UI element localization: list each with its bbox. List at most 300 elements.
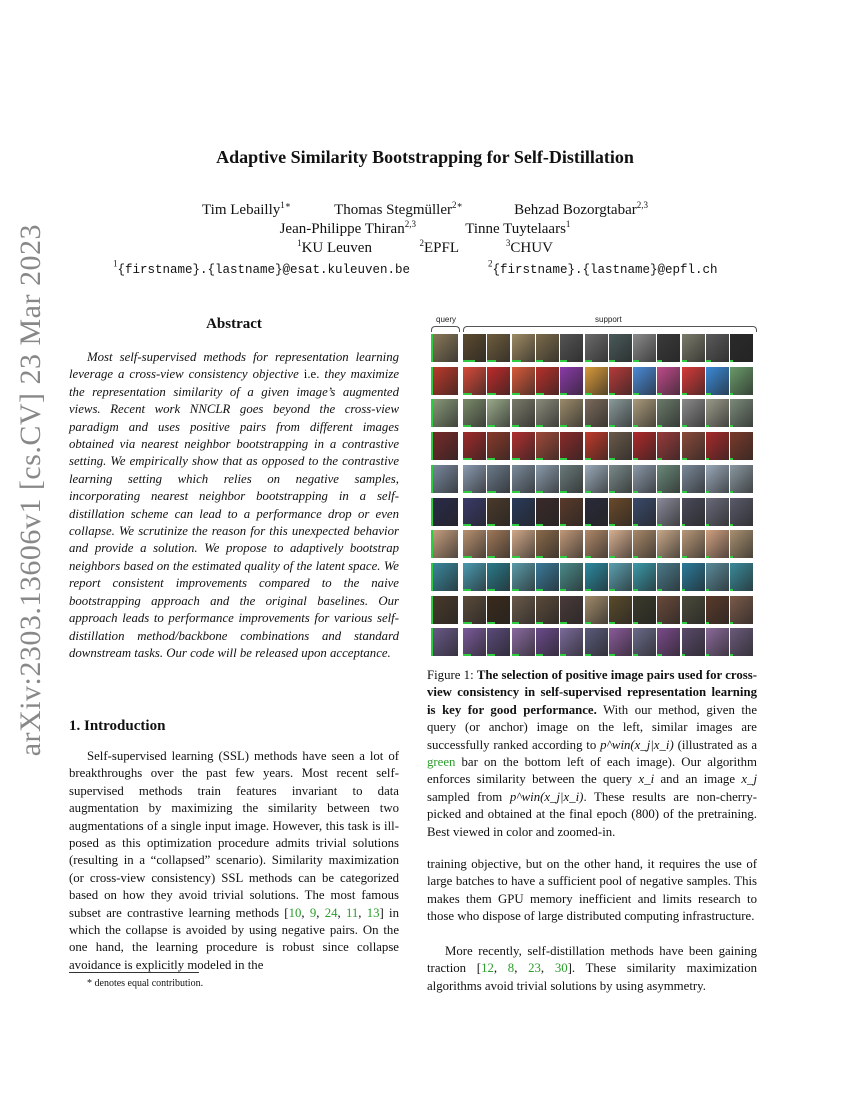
citation-link[interactable]: 24 <box>324 905 338 920</box>
support-image-bird <box>609 399 632 427</box>
support-image-thistle <box>512 628 535 656</box>
support-image-umbrella <box>463 367 486 395</box>
support-image-umbrella <box>609 367 632 395</box>
query-image-umbrella <box>431 367 458 395</box>
similarity-bar <box>633 458 638 460</box>
similarity-bar <box>431 530 433 558</box>
similarity-bar <box>682 458 687 460</box>
support-image-cat <box>585 596 608 624</box>
similarity-bar <box>463 360 475 362</box>
support-image-corridor <box>706 334 729 362</box>
similarity-bar <box>706 425 709 427</box>
query-bracket <box>431 326 460 332</box>
similarity-bar <box>512 589 519 591</box>
similarity-bar <box>730 556 733 558</box>
support-image-stonehenge <box>706 465 729 493</box>
similarity-bar <box>609 622 615 624</box>
support-image-firetruck <box>657 498 680 526</box>
email-1[interactable]: $^1${firstname}.{lastname}@esat.kuleuven.be <box>113 258 411 277</box>
author-2: Thomas Stegmüller <box>334 202 452 218</box>
query-image-firetruck <box>431 498 458 526</box>
support-image-umbrella <box>585 367 608 395</box>
support-image-thistle <box>609 628 632 656</box>
support-image-stonehenge <box>512 465 535 493</box>
similarity-bar <box>609 393 615 395</box>
similarity-bar <box>536 458 543 460</box>
support-image-snorkel <box>560 563 583 591</box>
similarity-bar <box>560 556 567 558</box>
similarity-bar <box>633 524 638 526</box>
similarity-bar <box>609 654 615 656</box>
green-word: green <box>427 755 456 770</box>
similarity-bar <box>682 589 685 591</box>
support-image-cat <box>487 596 510 624</box>
similarity-bar <box>536 556 543 558</box>
similarity-bar <box>560 458 567 460</box>
support-image-firetruck <box>633 498 656 526</box>
support-image-corridor <box>609 334 632 362</box>
similarity-bar <box>431 334 433 362</box>
similarity-bar <box>560 654 566 656</box>
similarity-bar <box>431 596 433 624</box>
support-image-cat <box>706 596 729 624</box>
support-image-cowboy <box>730 530 753 558</box>
support-bracket <box>463 326 757 332</box>
similarity-bar <box>657 589 662 591</box>
citation-link[interactable]: 10 <box>288 905 302 920</box>
similarity-bar <box>431 563 433 591</box>
support-image-phonebooth <box>560 432 583 460</box>
similarity-bar <box>487 393 496 395</box>
support-image-corridor <box>657 334 680 362</box>
support-image-umbrella <box>536 367 559 395</box>
similarity-bar <box>487 654 495 656</box>
support-image-firetruck <box>609 498 632 526</box>
similarity-bar <box>431 628 433 656</box>
support-image-bird <box>730 399 753 427</box>
similarity-bar <box>706 556 709 558</box>
similarity-bar <box>463 589 471 591</box>
arxiv-id: arXiv:2303.13606v1 [cs.CV] 23 Mar 2023 <box>14 223 47 757</box>
support-image-firetruck <box>512 498 535 526</box>
support-image-phonebooth <box>633 432 656 460</box>
similarity-bar <box>633 556 638 558</box>
support-image-thistle <box>585 628 608 656</box>
similarity-bar <box>633 654 638 656</box>
support-image-snorkel <box>706 563 729 591</box>
support-image-cowboy <box>657 530 680 558</box>
similarity-bar <box>512 458 520 460</box>
abstract-heading: Abstract <box>206 316 262 332</box>
support-image-stonehenge <box>609 465 632 493</box>
similarity-bar <box>657 622 662 624</box>
similarity-bar <box>682 654 685 656</box>
support-image-cowboy <box>633 530 656 558</box>
support-image-firetruck <box>536 498 559 526</box>
similarity-bar <box>706 524 709 526</box>
support-image-phonebooth <box>730 432 753 460</box>
support-image-umbrella <box>512 367 535 395</box>
similarity-bar <box>536 393 544 395</box>
similarity-bar <box>560 589 566 591</box>
support-image-umbrella <box>730 367 753 395</box>
similarity-bar <box>585 524 591 526</box>
similarity-bar <box>682 556 687 558</box>
similarity-bar <box>585 622 591 624</box>
similarity-bar <box>512 524 519 526</box>
support-image-corridor <box>487 334 510 362</box>
support-image-stonehenge <box>585 465 608 493</box>
similarity-bar <box>609 425 615 427</box>
similarity-bar <box>633 491 638 493</box>
support-image-cowboy <box>585 530 608 558</box>
support-image-corridor <box>536 334 559 362</box>
authors-line-1: Tim Lebailly$^{1∗}$ Thomas Stegmüller$^{2∗}$ Behzad Bozorgtabar$^{2,3}$ <box>202 200 648 218</box>
support-image-bird <box>657 399 680 427</box>
footnote: * denotes equal contribution. <box>87 978 204 989</box>
similarity-bar <box>730 393 733 395</box>
section-heading-introduction: 1. Introduction <box>69 718 166 734</box>
similarity-bar <box>463 556 472 558</box>
similarity-bar <box>609 458 615 460</box>
support-image-bird <box>560 399 583 427</box>
similarity-bar <box>512 654 519 656</box>
support-image-phonebooth <box>536 432 559 460</box>
citation-link[interactable]: 9 <box>309 905 317 920</box>
support-image-phonebooth <box>463 432 486 460</box>
support-image-snorkel <box>536 563 559 591</box>
similarity-bar <box>487 425 495 427</box>
similarity-bar <box>730 458 733 460</box>
similarity-bar <box>609 491 615 493</box>
similarity-bar <box>560 360 567 362</box>
formula: p^win(x_j|x_i) <box>600 737 674 752</box>
affiliation-3: CHUV <box>510 240 553 256</box>
support-image-cowboy <box>463 530 486 558</box>
similarity-bar <box>560 524 566 526</box>
support-image-snorkel <box>730 563 753 591</box>
similarity-bar <box>585 393 592 395</box>
support-image-umbrella <box>560 367 583 395</box>
similarity-bar <box>633 622 638 624</box>
similarity-bar <box>657 654 662 656</box>
similarity-bar <box>536 654 543 656</box>
support-image-bird <box>463 399 486 427</box>
similarity-bar <box>463 491 472 493</box>
similarity-bar <box>560 393 567 395</box>
figure-caption: Figure 1: The selection of positive image pairs used for cross-view consistency in self-supervised representation learning is key for good performance. With our method, given the query (or anchor) image on the left, similar images are successfully ranked according to p^win(x_j|x_i) (illustrated as a green bar on the bottom left of each image). Our algorithm enforces similarity between the query x_i and an image x_j sampled from p^win(x_j|x_i). These results are non-cherry-picked and obtained at the final epoch (800) of the pretraining. Best viewed in color and zoomed-in. <box>427 668 758 839</box>
support-image-snorkel <box>633 563 656 591</box>
support-image-snorkel <box>487 563 510 591</box>
support-image-bird <box>633 399 656 427</box>
similarity-bar <box>609 556 615 558</box>
similarity-bar <box>487 622 495 624</box>
similarity-bar <box>431 367 433 395</box>
support-image-phonebooth <box>512 432 535 460</box>
similarity-bar <box>657 491 662 493</box>
support-image-thistle <box>487 628 510 656</box>
right-paragraph-1: training objective, but on the other hand, it requires the use of large batches to have a sufficient pool of negative samples. This makes them GPU memory inefficient and limits research to those who dispose of large distributed computing infrastructure. <box>427 857 757 924</box>
support-image-cat <box>682 596 705 624</box>
paper-title: Adaptive Similarity Bootstrapping for Self-Distillation <box>216 147 634 167</box>
similarity-bar <box>682 524 685 526</box>
support-image-umbrella <box>487 367 510 395</box>
similarity-bar <box>536 425 543 427</box>
support-image-bird <box>487 399 510 427</box>
support-image-thistle <box>463 628 486 656</box>
support-image-phonebooth <box>487 432 510 460</box>
similarity-bar <box>730 589 733 591</box>
similarity-bar <box>706 654 709 656</box>
citation-link[interactable]: 23 <box>528 961 541 976</box>
query-image-corridor <box>431 334 458 362</box>
citation-link[interactable]: 30 <box>554 961 568 976</box>
query-image-snorkel <box>431 563 458 591</box>
support-image-cowboy <box>682 530 705 558</box>
query-image-cat <box>431 596 458 624</box>
support-image-cat <box>463 596 486 624</box>
support-image-umbrella <box>657 367 680 395</box>
query-image-stonehenge <box>431 465 458 493</box>
support-image-cowboy <box>609 530 632 558</box>
similarity-bar <box>585 425 591 427</box>
support-image-stonehenge <box>463 465 486 493</box>
similarity-bar <box>463 425 471 427</box>
similarity-bar <box>560 622 567 624</box>
support-image-cat <box>512 596 535 624</box>
support-image-bird <box>512 399 535 427</box>
similarity-bar <box>585 589 591 591</box>
similarity-bar <box>730 524 733 526</box>
support-image-cat <box>560 596 583 624</box>
intro-paragraph: Self-supervised learning (SSL) methods have seen a lot of breakthroughs over the past few years. Most recent self-supervised methods train features invariant to data augmentation by maximizing the similarity between two augmentations of a single input image. However, this task is ill-posed as this optimization procedure admits trivial solutions (resulting in a “collapsed” scenario). Similarity maximization (or cross-view consistency) SSL methods can be categorized based on how they avoid trivial solutions. The most famous subset are contrastive learning methods [10, 9, 24, 11, 13] in which the collapse is avoided by using negative pairs. On the one hand, the learning procedure is robust since collapse avoidance is explicitly modeled in the <box>69 749 399 972</box>
support-image-cowboy <box>536 530 559 558</box>
support-image-phonebooth <box>609 432 632 460</box>
support-image-thistle <box>730 628 753 656</box>
similarity-bar <box>730 425 733 427</box>
similarity-bar <box>487 360 496 362</box>
support-image-cat <box>536 596 559 624</box>
support-image-cat <box>730 596 753 624</box>
support-image-bird <box>585 399 608 427</box>
support-image-stonehenge <box>560 465 583 493</box>
similarity-bar <box>585 654 591 656</box>
support-image-umbrella <box>706 367 729 395</box>
support-image-thistle <box>560 628 583 656</box>
similarity-bar <box>730 491 733 493</box>
similarity-bar <box>633 360 639 362</box>
similarity-bar <box>706 622 709 624</box>
citation-link[interactable]: 12 <box>481 961 494 976</box>
similarity-bar <box>706 360 711 362</box>
similarity-bar <box>730 360 733 362</box>
support-image-stonehenge <box>657 465 680 493</box>
similarity-bar <box>682 425 687 427</box>
support-image-phonebooth <box>657 432 680 460</box>
similarity-bar <box>512 491 520 493</box>
support-image-firetruck <box>706 498 729 526</box>
similarity-bar <box>463 458 472 460</box>
similarity-bar <box>657 458 662 460</box>
similarity-bar <box>512 622 519 624</box>
author-5: Tinne Tuytelaars <box>465 221 566 237</box>
abstract-body: Most self-supervised methods for representation learning leverage a cross-view consistency objective i.e. they maximize the representation similarity of a given image’s augmented views. Recent work NNCLR goes beyond the cross-view paradigm and uses positive pairs from different images obtained via nearest neighbor bootstrapping in a contrastive setting. We empirically show that as opposed to the contrastive learning setting which relies on negative samples, incorporating nearest neighbor bootstrapping in a self-distillation scheme can lead to a performance drop or even collapse. We scrutinize the reason for this unexpected behavior and provide a solution. We propose to adaptively bootstrap neighbors based on the estimated quality of the latent space. We report consistent improvements compared to the naive bootstrapping approach and the original baselines. Our approach leads to performance improvements for various self-distillation method/backbone combinations and standard downstream tasks. Our code will be released upon acceptance. <box>69 350 400 660</box>
similarity-bar <box>487 589 495 591</box>
similarity-bar <box>609 589 615 591</box>
support-image-cowboy <box>512 530 535 558</box>
similarity-bar <box>560 491 567 493</box>
author-1: Tim Lebailly <box>202 202 281 218</box>
support-image-umbrella <box>682 367 705 395</box>
support-image-firetruck <box>463 498 486 526</box>
similarity-bar <box>706 458 709 460</box>
query-image-thistle <box>431 628 458 656</box>
similarity-bar <box>487 556 495 558</box>
similarity-bar <box>682 393 687 395</box>
similarity-bar <box>609 360 615 362</box>
authors-line-2: Jean-Philippe Thiran$^{2,3}$ Tinne Tuytelaars$^1$ <box>279 219 571 237</box>
similarity-bar <box>560 425 567 427</box>
support-image-bird <box>706 399 729 427</box>
citation-link[interactable]: 8 <box>507 961 515 976</box>
similarity-bar <box>487 524 495 526</box>
support-image-snorkel <box>682 563 705 591</box>
affiliation-1: KU Leuven <box>301 240 372 256</box>
support-image-corridor <box>512 334 535 362</box>
similarity-bar <box>536 524 543 526</box>
similarity-bar <box>657 425 662 427</box>
similarity-bar <box>585 458 591 460</box>
support-image-firetruck <box>682 498 705 526</box>
similarity-bar <box>512 393 520 395</box>
similarity-bar <box>682 491 687 493</box>
support-image-phonebooth <box>682 432 705 460</box>
similarity-bar <box>536 622 543 624</box>
support-image-cowboy <box>560 530 583 558</box>
similarity-bar <box>730 622 733 624</box>
support-image-thistle <box>657 628 680 656</box>
support-image-snorkel <box>463 563 486 591</box>
support-image-cat <box>609 596 632 624</box>
similarity-bar <box>706 589 709 591</box>
support-image-stonehenge <box>682 465 705 493</box>
similarity-bar <box>536 589 543 591</box>
support-image-thistle <box>706 628 729 656</box>
support-image-corridor <box>560 334 583 362</box>
support-image-cowboy <box>487 530 510 558</box>
affiliations: $^1$KU Leuven $^2$EPFL $^3$CHUV <box>297 238 553 256</box>
similarity-bar <box>431 465 433 493</box>
support-label: support <box>595 315 622 324</box>
citation-link[interactable]: 13 <box>366 905 380 920</box>
support-image-thistle <box>682 628 705 656</box>
support-image-phonebooth <box>706 432 729 460</box>
similarity-bar <box>682 622 687 624</box>
similarity-bar <box>512 360 521 362</box>
similarity-bar <box>585 360 592 362</box>
support-image-firetruck <box>730 498 753 526</box>
similarity-bar <box>431 399 433 427</box>
support-image-phonebooth <box>585 432 608 460</box>
similarity-bar <box>633 589 638 591</box>
similarity-bar <box>487 491 496 493</box>
support-image-corridor <box>585 334 608 362</box>
support-image-umbrella <box>633 367 656 395</box>
support-image-firetruck <box>487 498 510 526</box>
similarity-bar <box>487 458 495 460</box>
affiliation-2: EPFL <box>423 240 459 256</box>
similarity-bar <box>463 622 472 624</box>
similarity-bar <box>633 425 638 427</box>
support-image-stonehenge <box>730 465 753 493</box>
support-image-corridor <box>682 334 705 362</box>
similarity-bar <box>512 425 519 427</box>
support-image-thistle <box>633 628 656 656</box>
similarity-bar <box>657 393 662 395</box>
query-image-cowboy <box>431 530 458 558</box>
support-image-bird <box>682 399 705 427</box>
similarity-bar <box>585 556 591 558</box>
similarity-bar <box>585 491 591 493</box>
similarity-bar <box>463 393 472 395</box>
similarity-bar <box>682 360 687 362</box>
similarity-bar <box>431 432 433 460</box>
support-image-snorkel <box>512 563 535 591</box>
author-4: Jean-Philippe Thiran <box>279 221 405 237</box>
support-image-snorkel <box>609 563 632 591</box>
support-image-cowboy <box>706 530 729 558</box>
query-label: query <box>436 315 457 324</box>
support-image-corridor <box>730 334 753 362</box>
similarity-bar <box>657 360 662 362</box>
support-image-thistle <box>536 628 559 656</box>
support-image-stonehenge <box>487 465 510 493</box>
similarity-bar <box>463 654 471 656</box>
similarity-bar <box>706 393 711 395</box>
similarity-bar <box>706 491 709 493</box>
query-image-bird <box>431 399 458 427</box>
support-image-cat <box>657 596 680 624</box>
similarity-bar <box>431 498 433 526</box>
email-2[interactable]: $^2${firstname}.{lastname}@epfl.ch <box>488 258 718 277</box>
query-image-phonebooth <box>431 432 458 460</box>
author-block <box>0 201 850 258</box>
support-image-snorkel <box>657 563 680 591</box>
arxiv-stamp <box>6 223 56 757</box>
similarity-bar <box>512 556 520 558</box>
support-image-firetruck <box>585 498 608 526</box>
author-3: Behzad Bozorgtabar <box>514 202 637 218</box>
support-image-firetruck <box>560 498 583 526</box>
support-image-stonehenge <box>633 465 656 493</box>
similarity-bar <box>657 556 662 558</box>
similarity-bar <box>536 491 543 493</box>
similarity-bar <box>633 393 639 395</box>
similarity-bar <box>536 360 543 362</box>
support-image-bird <box>536 399 559 427</box>
footnote-rule <box>69 972 199 973</box>
support-image-cat <box>633 596 656 624</box>
caption-label: Figure 1: <box>427 668 474 682</box>
similarity-bar <box>609 524 615 526</box>
right-paragraph-2: More recently, self-distillation methods have been gaining traction [12, 8, 23, 30]. These similarity maximization algorithms avoid trivial solutions by using asymmetry. <box>427 944 757 993</box>
support-image-snorkel <box>585 563 608 591</box>
citation-link[interactable]: 11 <box>345 905 359 920</box>
similarity-bar <box>463 524 471 526</box>
similarity-bar <box>657 524 662 526</box>
support-image-corridor <box>463 334 486 362</box>
similarity-bar <box>730 654 733 656</box>
